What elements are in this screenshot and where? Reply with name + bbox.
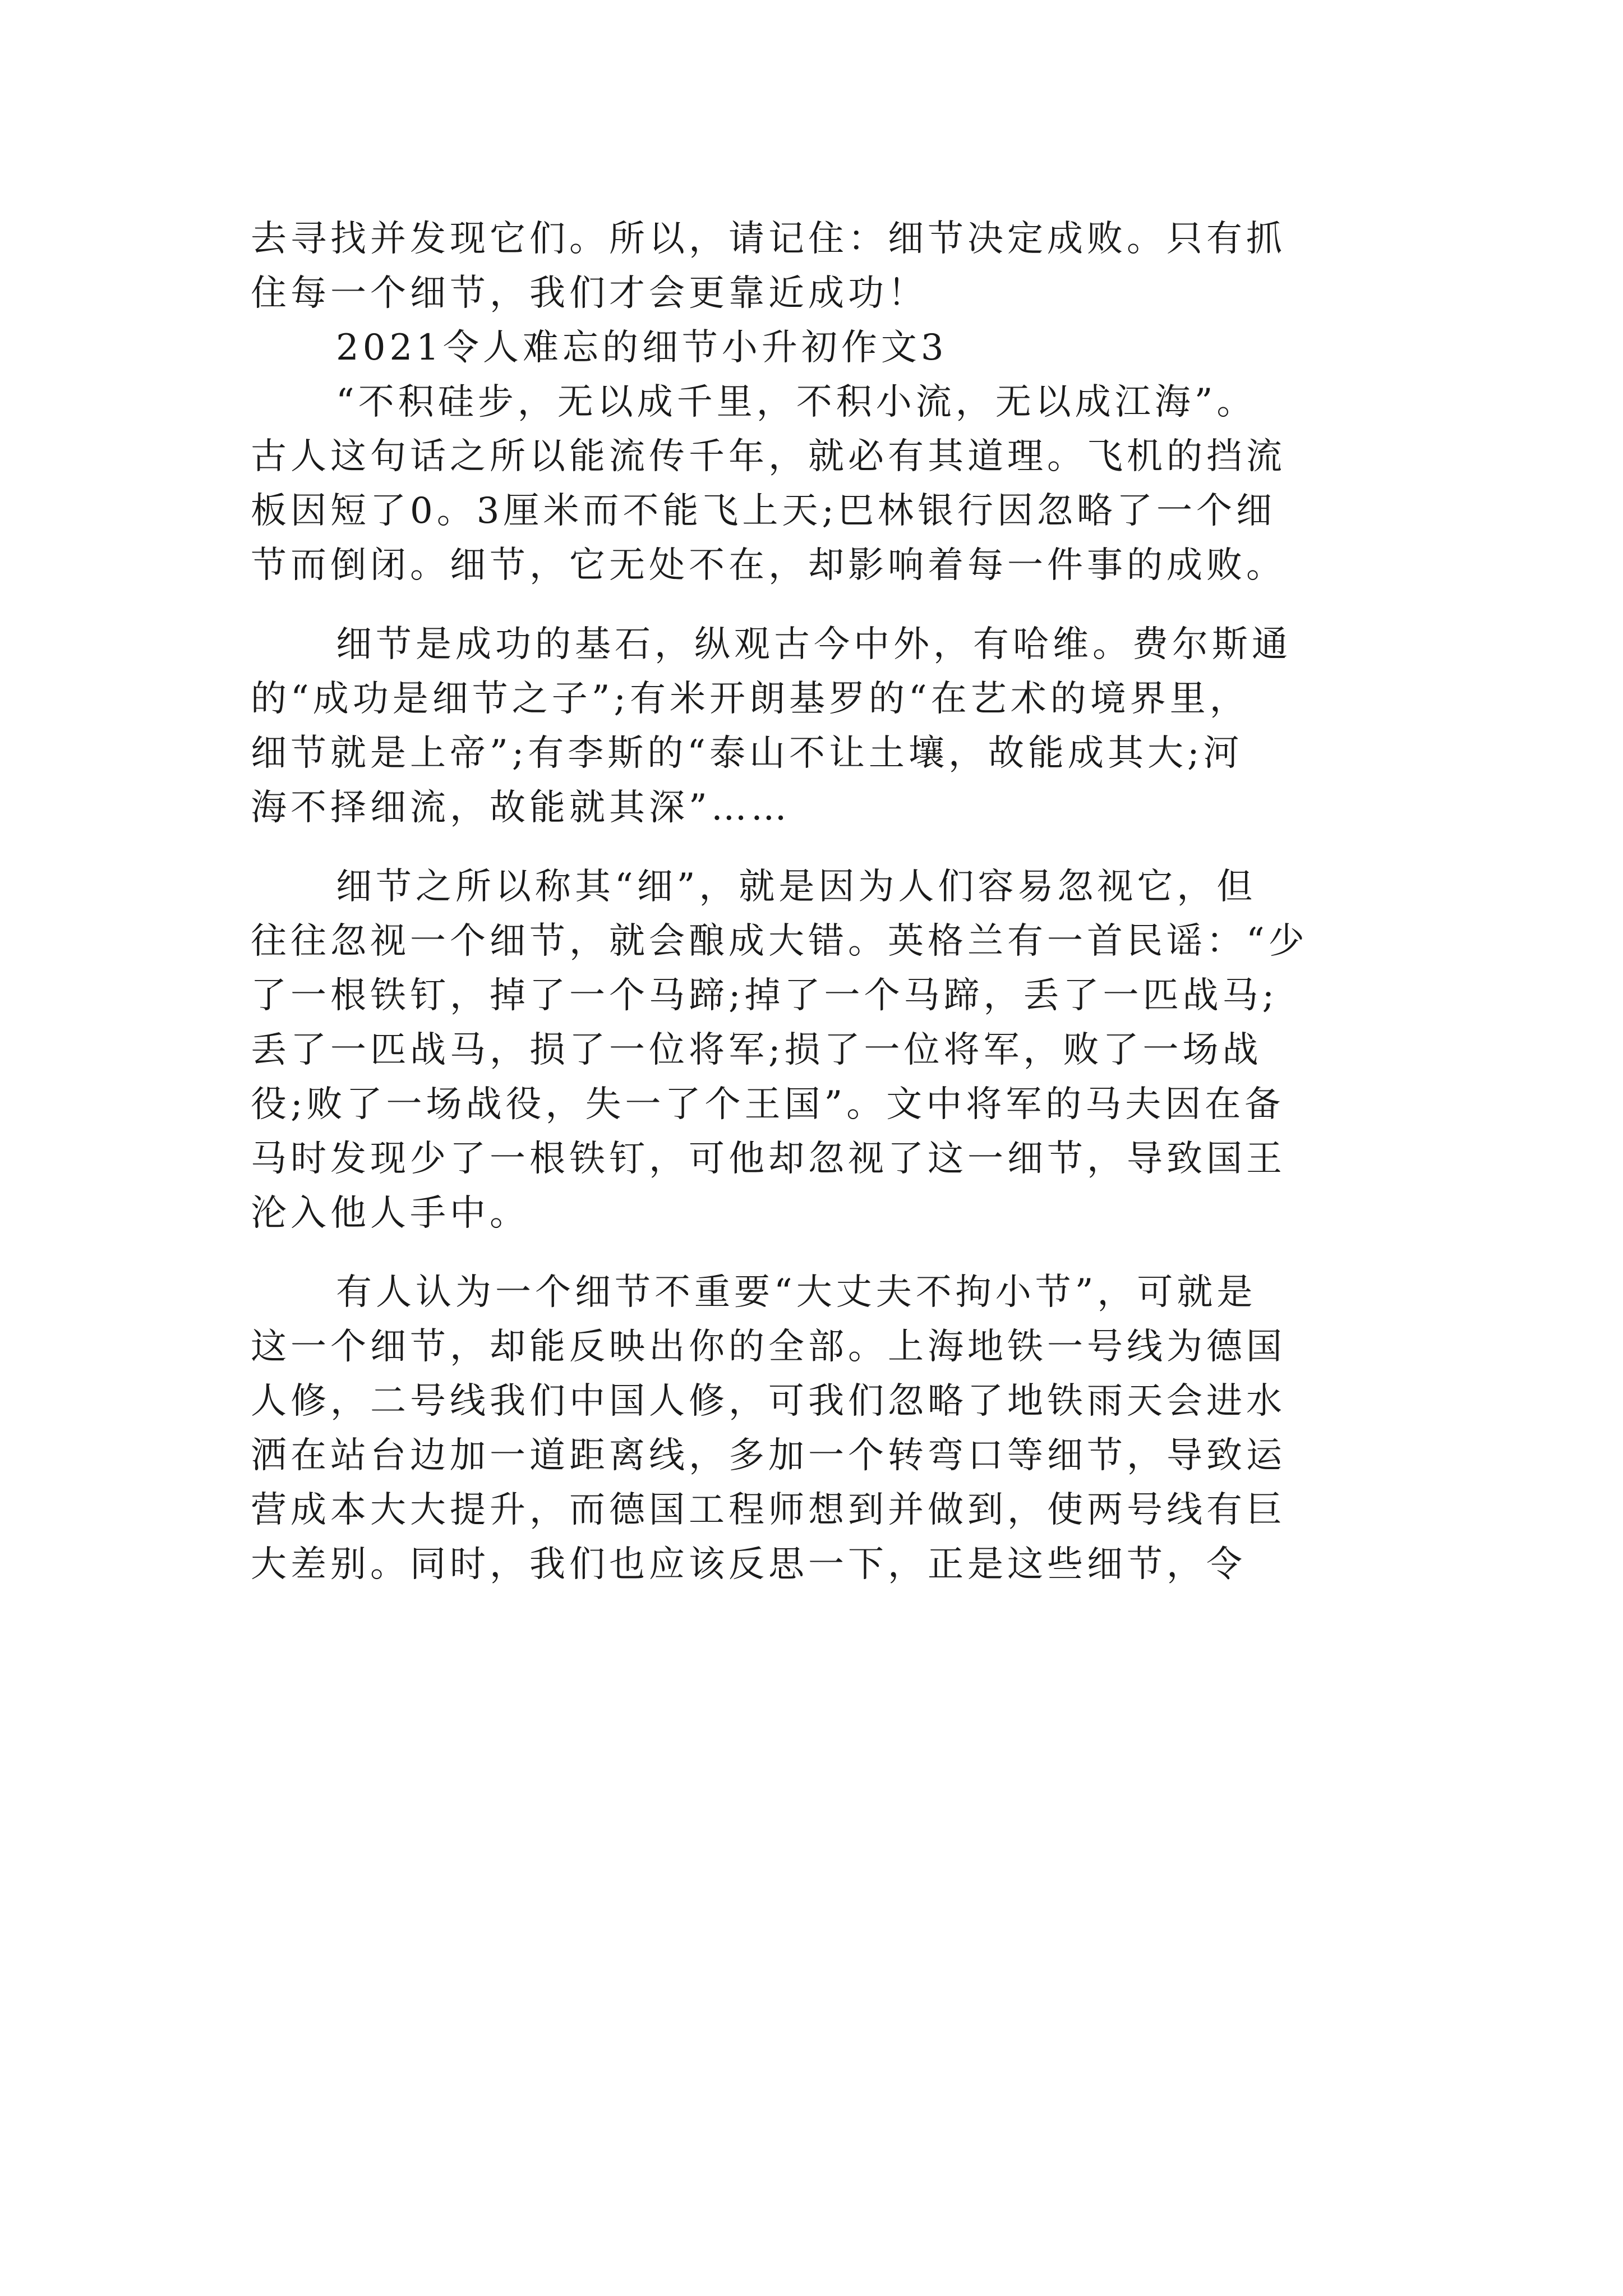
text-line: 马时发现少了一根铁钉，可他却忽视了这一细节，导致国王 [251, 1138, 1286, 1180]
text-line: 海不择细流，故能就其深”…… [251, 787, 791, 829]
text-line: 了一根铁钉，掉了一个马蹄;掉了一个马蹄，丢了一匹战马; [251, 975, 1279, 1016]
text-line: 往往忽视一个细节，就会酿成大错。英格兰有一首民谣：“少 [251, 921, 1308, 962]
text-line: 丢了一匹战马，损了一位将军;损了一位将军，败了一场战 [251, 1029, 1262, 1071]
text-line: 细节之所以称其“细”，就是因为人们容易忽视它，但 [336, 866, 1257, 908]
text-line: 细节是成功的基石，纵观古今中外，有哈维。费尔斯通 [336, 624, 1292, 665]
text-line: 这一个细节，却能反映出你的全部。上海地铁一号线为德国 [251, 1326, 1286, 1368]
text-line: 营成本大大提升，而德国工程师想到并做到，使两号线有巨 [251, 1489, 1286, 1531]
text-line: 去寻找并发现它们。所以，请记住：细节决定成败。只有抓 [251, 218, 1286, 260]
paragraph-spacer [251, 1241, 1381, 1266]
text-line: 细节就是上帝”;有李斯的“泰山不让土壤，故能成其大;河 [251, 733, 1243, 774]
text-line: 住每一个细节，我们才会更靠近成功！ [251, 273, 928, 314]
text-line: 大差别。同时，我们也应该反思一下，正是这些细节，令 [251, 1544, 1246, 1585]
document-body [251, 212, 1381, 1592]
text-line: 沦入他人手中。 [251, 1193, 529, 1234]
text-line: 役;败了一场战役，失一了个王国”。文中将军的马夫因在备 [251, 1084, 1285, 1125]
text-line: 洒在站台边加一道距离线，多加一个转弯口等细节，导致运 [251, 1435, 1286, 1476]
paragraph-spacer [251, 593, 1381, 618]
text-line: 节而倒闭。细节，它无处不在，却影响着每一件事的成败。 [251, 545, 1286, 586]
text-line: 有人认为一个细节不重要“大丈夫不拘小节”，可就是 [336, 1272, 1257, 1313]
text-line: “不积硅步，无以成千里，不积小流，无以成江海”。 [336, 381, 1257, 423]
text-line: 古人这句话之所以能流传千年，就必有其道理。飞机的挡流 [251, 436, 1286, 477]
paragraph-spacer [251, 835, 1381, 860]
text-line: 板因短了0。3厘米而不能飞上天;巴林银行因忽略了一个细 [251, 490, 1276, 532]
text-line: 人修，二号线我们中国人修，可我们忽略了地铁雨天会进水 [251, 1381, 1286, 1422]
section-title: 2021令人难忘的细节小升初作文3 [336, 327, 948, 369]
text-line: 的“成功是细节之子”;有米开朗基罗的“在艺术的境界里， [251, 678, 1249, 720]
